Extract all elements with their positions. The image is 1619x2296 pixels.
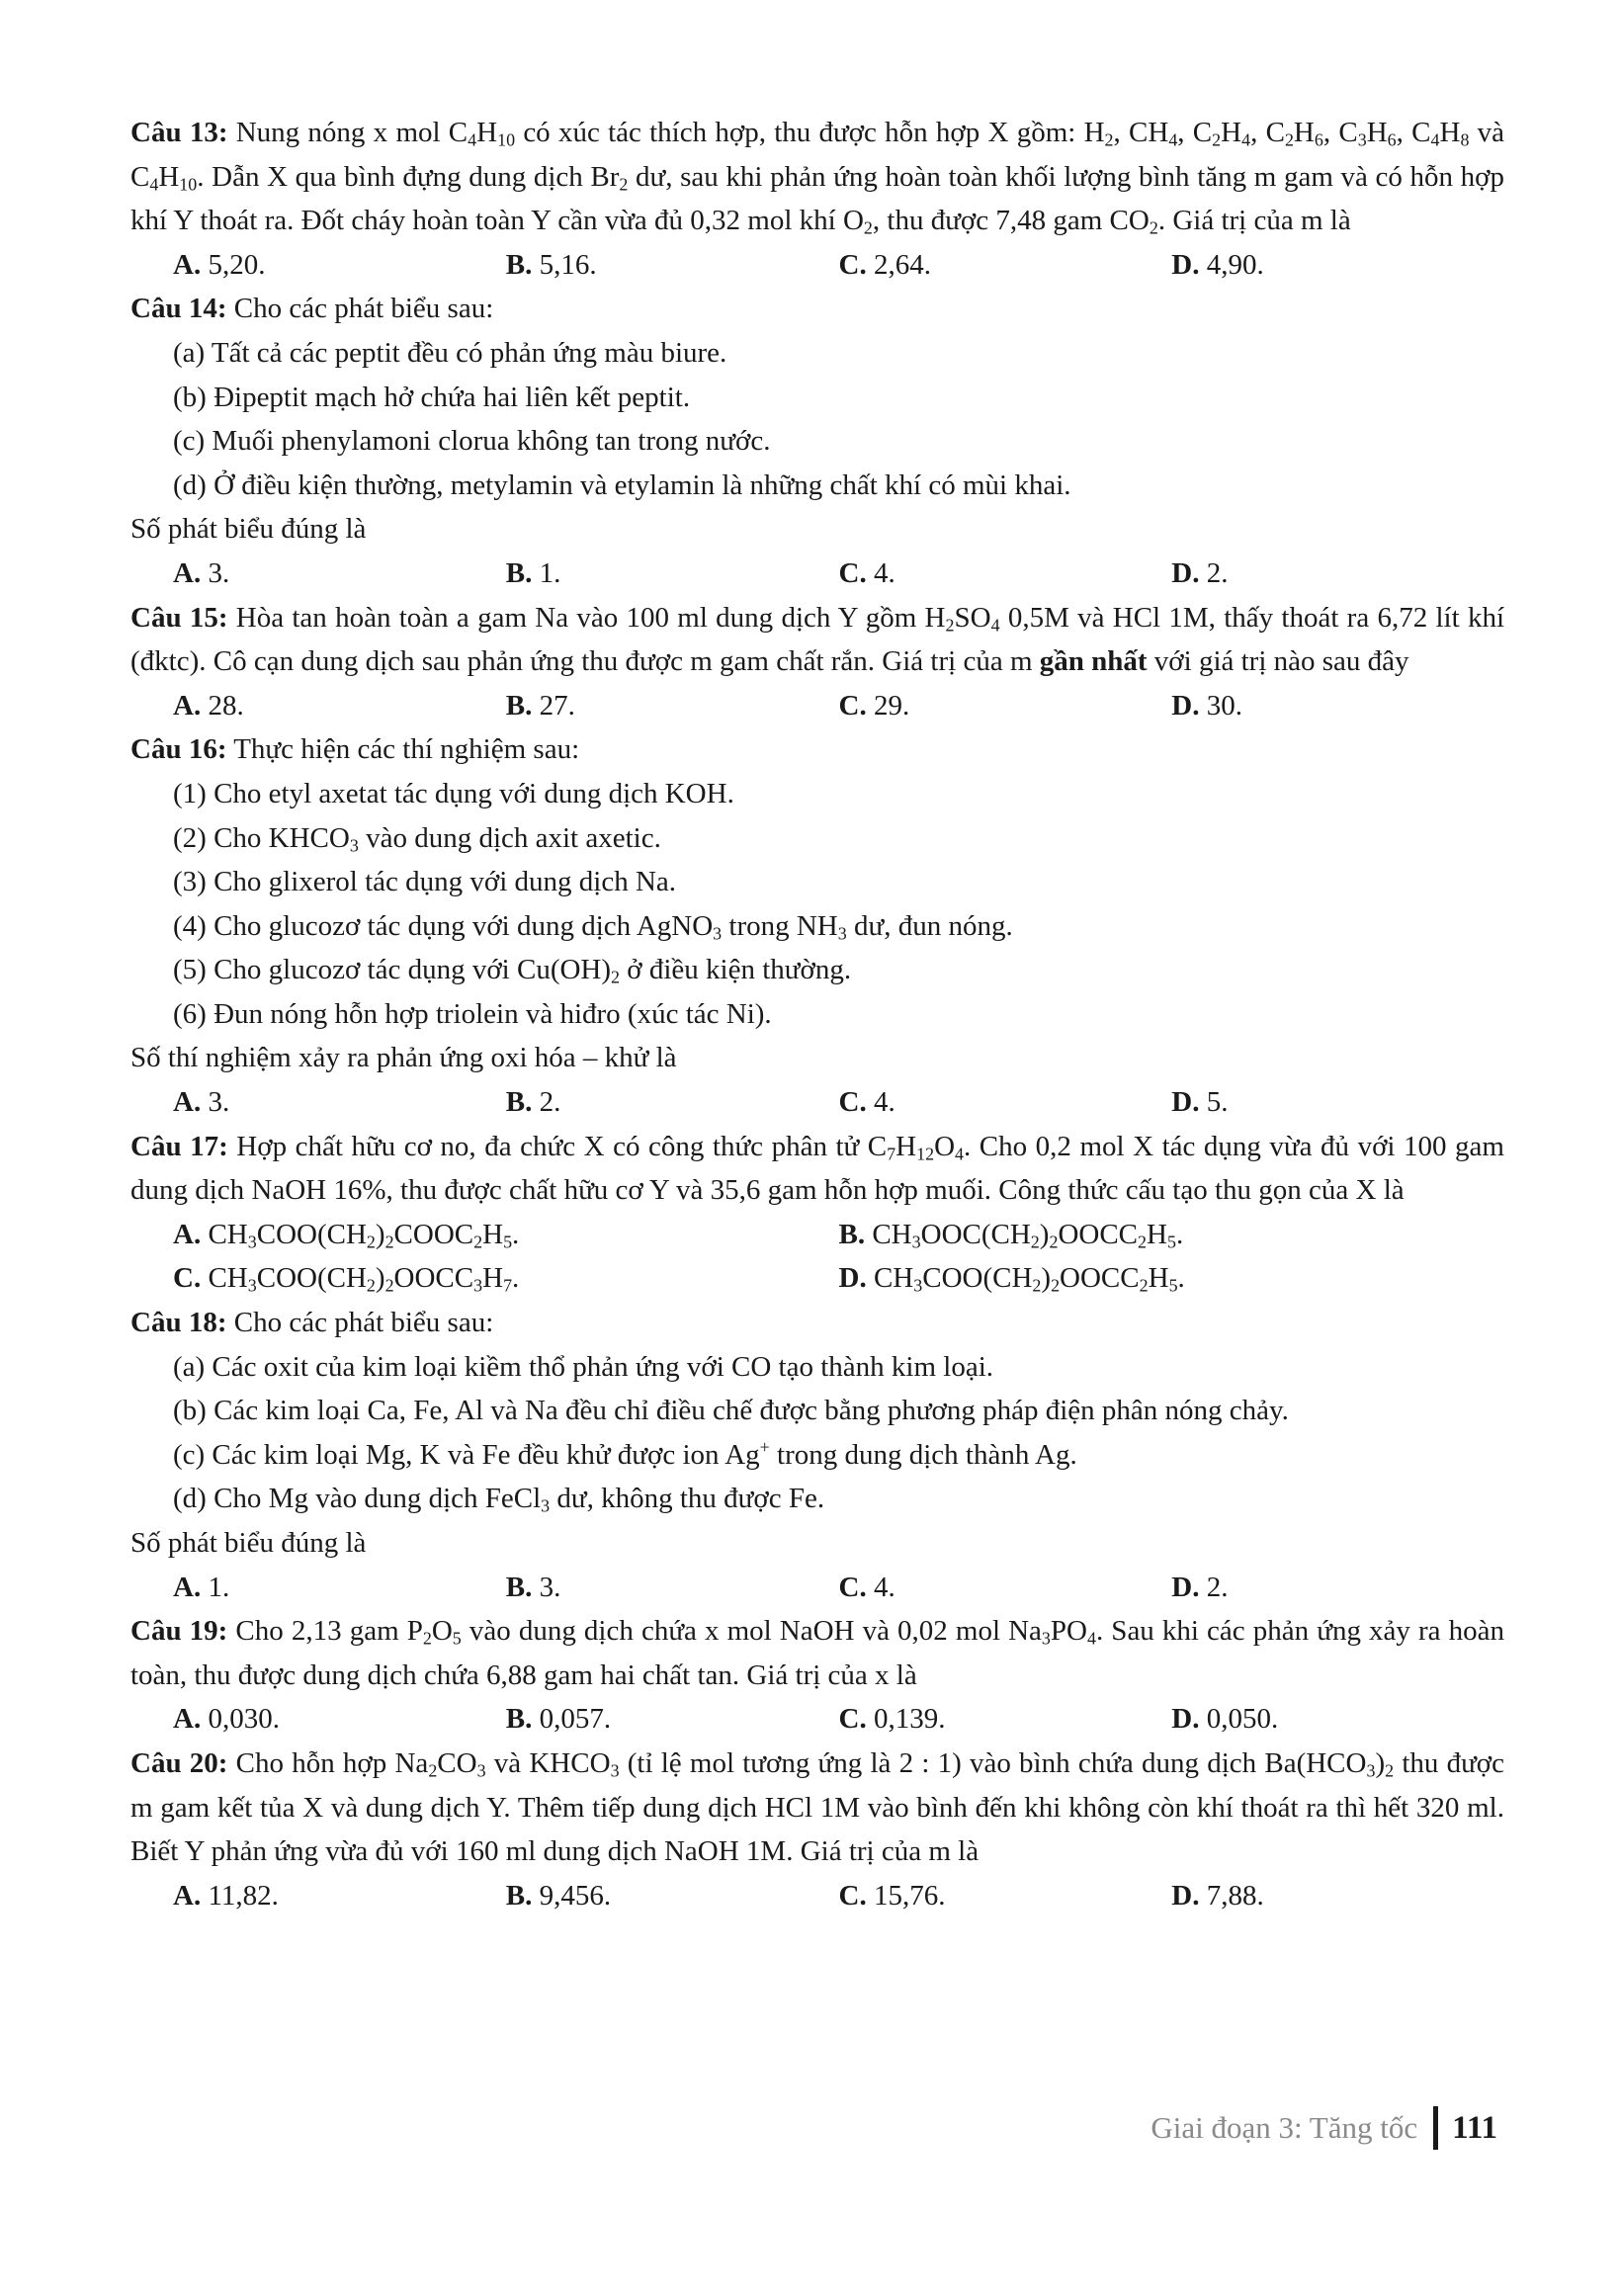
question-block — [130, 1609, 1504, 1742]
answer-option-c[interactable]: C. 15,76. — [838, 1879, 946, 1912]
answer-options — [130, 1256, 1504, 1301]
page-footer — [1150, 2103, 1497, 2153]
statement-item: (b) Đipeptit mạch hở chứa hai liên kết peptit. — [173, 381, 691, 413]
statement-item: (a) Các oxit của kim loại kiềm thổ phản ứng với CO tạo thành kim loại. — [173, 1350, 993, 1383]
statement-item: (2) Cho $KHCO_3$ vào dung dịch axit axetic. — [173, 821, 661, 855]
answer-option-b[interactable]: B. 2. — [505, 1086, 561, 1119]
question-label: Câu 17: — [130, 1130, 228, 1162]
answer-option-a[interactable]: A. $CH_3COO(CH_2)_2COOC_2H_5$. — [173, 1218, 520, 1252]
question-text: Cho các phát biểu sau: — [226, 293, 494, 325]
answer-option-d[interactable]: D. 5. — [1171, 1086, 1229, 1119]
question-stem — [130, 1301, 1504, 1345]
statement-item: (d) Ở điều kiện thường, metylamin và etylamin là những chất khí có mùi khai. — [173, 468, 1071, 501]
question-text: Cho các phát biểu sau: — [226, 1307, 494, 1339]
answer-option-b[interactable]: B. 5,16. — [505, 248, 597, 281]
statement-item: (4) Cho glucozơ tác dụng với dung dịch AgNO$_3$ trong $NH_3$ dư, đun nóng. — [173, 909, 1013, 944]
answer-options — [130, 552, 1504, 596]
question-label: Câu 15: — [130, 601, 228, 634]
answer-options — [130, 1566, 1504, 1610]
answer-option-a[interactable]: A. 28. — [173, 689, 244, 722]
answer-option-a[interactable]: A. 1. — [173, 1571, 230, 1603]
answer-option-b[interactable]: B. 9,456. — [505, 1879, 612, 1912]
answer-options — [130, 684, 1504, 728]
question-prompt: Số phát biểu đúng là — [130, 1527, 367, 1559]
question-label: Câu 19: — [130, 1615, 228, 1648]
question-text: Cho hỗn hợp $Na_2CO_3$ và $KHCO_3$ (tỉ lệ mol tương ứng là 2 : 1) vào bình chứa dung dịch $Ba(HCO_3)_2$ thu được m gam kết tủa X và dung dịch Y. Thêm tiếp dung dịch HCl 1M vào bình đến khi không còn khí thoát ra thì hết 320 ml. Biết Y phản ứng vừa đủ với 160 ml dung dịch NaOH 1M. Giá trị của m là — [130, 1746, 1505, 1868]
question-prompt: Số thí nghiệm xảy ra phản ứng oxi hóa – khử là — [130, 1042, 677, 1074]
statement-item: (c) Các kim loại Mg, K và Fe đều khử được ion Ag+ trong dung dịch thành Ag. — [173, 1437, 1077, 1471]
question-label: Câu 13: — [130, 117, 228, 148]
question-stem — [130, 1125, 1504, 1213]
answer-option-d[interactable]: D. 0,050. — [1171, 1703, 1279, 1736]
answer-option-a[interactable]: A. 0,030. — [173, 1703, 280, 1736]
answer-option-d[interactable]: D. $CH_3COO(CH_2)_2OOCC_2H_5$. — [838, 1262, 1185, 1296]
answer-option-b[interactable]: B. 0,057. — [505, 1703, 612, 1736]
question-text: Thực hiện các thí nghiệm sau: — [226, 733, 580, 766]
question-block — [130, 1742, 1504, 1917]
answer-option-b[interactable]: B. 1. — [505, 556, 561, 589]
question-stem — [130, 727, 1504, 772]
answer-option-d[interactable]: D. 2. — [1171, 556, 1229, 589]
question-label: Câu 16: — [130, 733, 227, 766]
question-label: Câu 14: — [130, 293, 227, 325]
footer-divider — [1433, 2106, 1438, 2150]
question-stem — [130, 596, 1504, 684]
answer-option-c[interactable]: C. 29. — [838, 689, 910, 722]
answer-options — [130, 1080, 1504, 1125]
answer-option-b[interactable]: B. 27. — [505, 689, 575, 722]
statement-item: (a) Tất cả các peptit đều có phản ứng màu biure. — [173, 336, 727, 369]
question-text: Cho 2,13 gam $P_2O_5$ vào dung dịch chứa x mol NaOH và 0,02 mol $Na_3PO_4$. Sau khi các phản ứng xảy ra hoàn toàn, thu được dung dịch chứa 6,88 gam hai chất tan. Giá trị của x là — [130, 1615, 1504, 1691]
question-block — [130, 111, 1504, 287]
answer-option-a[interactable]: A. 3. — [173, 556, 230, 589]
question-block — [130, 287, 1504, 595]
answer-option-d[interactable]: D. 7,88. — [1171, 1879, 1264, 1912]
question-label: Câu 18: — [130, 1307, 227, 1339]
question-prompt: Số phát biểu đúng là — [130, 513, 367, 546]
question-list — [130, 111, 1504, 1917]
answer-option-d[interactable]: D. 30. — [1171, 689, 1242, 722]
answer-option-b[interactable]: B. 3. — [505, 1571, 561, 1603]
answer-options — [130, 1697, 1504, 1742]
answer-option-d[interactable]: D. 4,90. — [1171, 248, 1264, 281]
answer-option-b[interactable]: B. $CH_3OOC(CH_2)_2OOCC_2H_5$. — [838, 1218, 1184, 1252]
answer-option-c[interactable]: C. $CH_3COO(CH_2)_2OOCC_3H_7$. — [173, 1262, 520, 1296]
answer-option-a[interactable]: A. 11,82. — [173, 1879, 279, 1912]
answer-option-d[interactable]: D. 2. — [1171, 1571, 1229, 1603]
statement-item: (1) Cho etyl axetat tác dụng với dung dịch KOH. — [173, 777, 734, 809]
answer-option-a[interactable]: A. 3. — [173, 1086, 230, 1119]
question-text: Hợp chất hữu cơ no, đa chức X có công thức phân tử $C_7H_{12}O_4$. Cho 0,2 mol X tác dụng vừa đủ với 100 gam dung dịch NaOH 16%, thu được chất hữu cơ Y và 35,6 gam hỗn hợp muối. Công thức cấu tạo thu gọn của X là — [130, 1130, 1504, 1207]
question-block — [130, 1125, 1504, 1301]
answer-option-c[interactable]: C. 0,139. — [838, 1703, 946, 1736]
question-block — [130, 727, 1504, 1124]
question-text: Nung nóng x mol $C_4H_{10}$ có xúc tác thích hợp, thu được hỗn hợp X gồm: $H_2$, $CH_4$, $C_2H_4$, $C_2H_6$, $C_3H_6$, $C_4H_8$ và $C_4H_{10}$. Dẫn X qua bình đựng dung dịch $Br_2$ dư, sau khi phản ứng hoàn toàn khối lượng bình tăng m gam và có hỗn hợp khí Y thoát ra. Đốt cháy hoàn toàn Y cần vừa đủ 0,32 mol khí $O_2$, thu được 7,48 gam $CO_2$. Giá trị của m là — [130, 117, 1505, 238]
question-stem — [130, 287, 1504, 331]
question-label: Câu 20: — [130, 1746, 228, 1779]
question-stem — [130, 1742, 1504, 1874]
statement-item: (b) Các kim loại Ca, Fe, Al và Na đều chỉ điều chế được bằng phương pháp điện phân nóng chảy. — [173, 1395, 1289, 1427]
question-stem — [130, 1609, 1504, 1697]
answer-option-c[interactable]: C. 4. — [838, 1086, 895, 1119]
answer-option-a[interactable]: A. 5,20. — [173, 248, 266, 281]
question-text: Hòa tan hoàn toàn a gam Na vào 100 ml dung dịch Y gồm $H_2SO_4$ 0,5M và HCl 1M, thấy thoát ra 6,72 lít khí (đktc). Cô cạn dung dịch sau phản ứng thu được m gam chất rắn. Giá trị của m gần nhất với giá trị nào sau đây — [130, 601, 1504, 678]
answer-options — [130, 1213, 1504, 1257]
page-number: 111 — [1452, 2109, 1497, 2146]
statement-item: (6) Đun nóng hỗn hợp triolein và hiđro (xúc tác Ni). — [173, 997, 772, 1030]
answer-options — [130, 1874, 1504, 1918]
answer-option-c[interactable]: C. 4. — [838, 556, 895, 589]
answer-option-c[interactable]: C. 4. — [838, 1571, 895, 1603]
question-block — [130, 596, 1504, 728]
question-block — [130, 1301, 1504, 1609]
footer-section-title: Giai đoạn 3: Tăng tốc — [1150, 2109, 1418, 2145]
answer-option-c[interactable]: C. 2,64. — [838, 248, 931, 281]
statement-item: (3) Cho glixerol tác dụng với dung dịch Na. — [173, 866, 677, 898]
question-stem — [130, 111, 1504, 243]
answer-options — [130, 243, 1504, 288]
statement-item: (5) Cho glucozơ tác dụng với $Cu(OH)_2$ ở điều kiện thường. — [173, 954, 852, 987]
statement-item: (d) Cho Mg vào dung dịch FeCl$_3$ dư, không thu được Fe. — [173, 1483, 825, 1516]
statement-item: (c) Muối phenylamoni clorua không tan trong nước. — [173, 425, 771, 458]
